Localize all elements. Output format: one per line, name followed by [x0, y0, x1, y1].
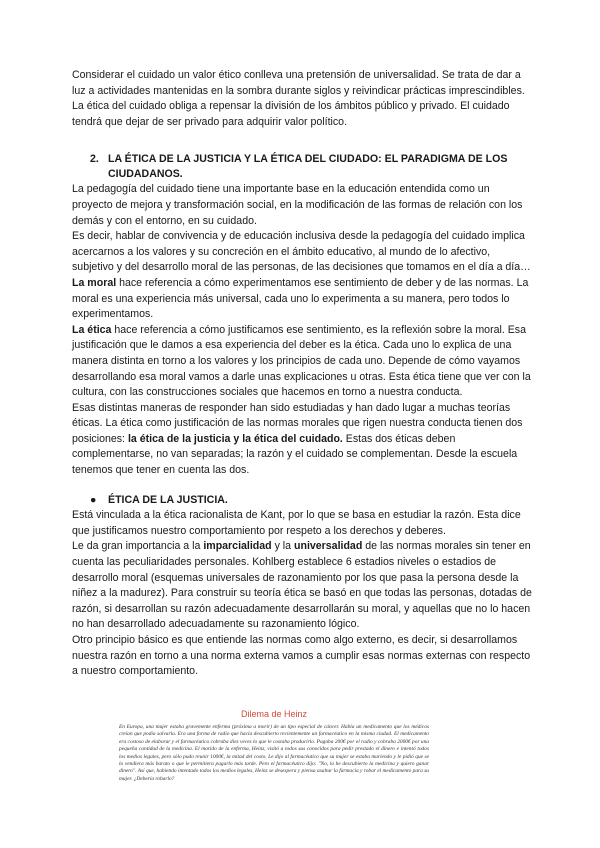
paragraph-moral: La moral hace referencia a cómo experimentamos ese sentimiento de deber y de las normas. La moral es una experiencia más universal, cada uno lo experimenta a su manera, pero todos lo experimentamos.	[72, 276, 529, 321]
bullet-icon: ●	[90, 493, 97, 506]
term-imparcialidad: imparcialidad	[203, 540, 272, 553]
figure-title: Dilema de Heinz	[240, 709, 308, 719]
term-universalidad: universalidad	[294, 540, 363, 553]
justicia-heading: ● ÉTICA DE LA JUSTICIA.	[72, 493, 532, 509]
term-moral: La moral	[72, 276, 117, 289]
intro-paragraph: Considerar el cuidado un valor ético conlleva una pretensión de universalidad. Se trata de dar a luz a actividades mantenidas en la sombra durante siglos y reivindicar prácticas imprescindibles. La ética del cuidado obliga a repensar la división de los ámbitos público y privado. El cuidado tendrá que dejar de ser privado para adquirir valor político.	[72, 69, 525, 128]
paragraph-kohlberg: Le da gran importancia a la imparcialidad y la universalidad de las normas morales sin tener en cuenta las peculiaridades personales. Kohlberg establece 6 estadios niveles o estadios de desarrollo moral (esquemas universales de razonamiento por los que pasa la persona desde la niñez a la madurez). Para construir su teoría ética se basó en que todas las personas, dotadas de razón, si desarrollan su razón adecuadamente desarrollarán su moral, y aquellas que no lo hacen no han desarrollado adecuadamente su razonamiento lógico.	[72, 540, 532, 631]
paragraph-convivencia: Es decir, hablar de convivencia y de educación inclusiva desde la pedagogía del cuidado implica acercarnos a los valores y su concreción en el ámbito educativo, al mundo de lo afectivo, subjetivo y del desarrollo moral de las personas, de las decisiones que tomamos en el día a día…	[72, 230, 531, 274]
paragraph-etica: La ética hace referencia a cómo justificamos ese sentimiento, es la reflexión sobre la moral. Esa justificación que le damos a esa experiencia del deber es la ética. Cada uno lo explica de una manera distinta en torno a los valores y los principios de cada uno. Depende de cómo vayamos desarrollando esa moral vamos a darle unas explicaciones u otras. Esta ética tiene que ver con la cultura, con las construcciones sociales que hacemos en torno a nuestra conducta.	[72, 323, 531, 399]
term-etica: La ética	[72, 323, 112, 336]
paragraph-pedagogia: La pedagogía del cuidado tiene una importante base en la educación entendida como un proyecto de mejora y transformación social, en la modificación de las formas de relación con los demás y con el entorno, en su cuidado.	[72, 183, 523, 227]
paragraph-kant: Está vinculada a la ética racionalista de Kant, por lo que se basa en estudiar la razón. Esta dice que justificamos nuestro comportamiento por respeto a los derechos y deberes.	[72, 509, 521, 537]
section-title: LA ÉTICA DE LA JUSTICIA Y LA ÉTICA DEL CIUDADO: EL PARADIGMA DE LOS CIUDADANOS.	[108, 153, 508, 181]
term-dos-eticas: la ética de la justicia y la ética del cuidado.	[127, 432, 343, 445]
paragraph-normas-externas: Otro principio básico es que entiende las normas como algo externo, es decir, si desarrollamos nuestra razón en torno a una norma externa vamos a cumplir esas normas externas con respecto a nuestro comportamiento.	[72, 634, 531, 678]
document-page	[72, 68, 532, 680]
paragraph-teorias: Esas distintas maneras de responder han sido estudiadas y han dado lugar a muchas teorías éticas. La ética como justificación de las normas morales que rigen nuestra conducta tienen dos posiciones: la ética de la justicia y la ética del cuidado. Estas dos éticas deben complementarse, no van separadas; la razón y el cuidado se complementan. Desde la escuela tenemos que tener en cuenta las dos.	[72, 401, 523, 477]
figure-text: En Europa, una mujer estaba gravemente enferma (próxima a morir) de un tipo especial de cáncer. Había un medicamento que los médicos creían que podía salvarla. Era una forma de radio que hacía descubierto recientemente un farmacéutico en la misma ciudad. El medicamento era costoso de elaborar y el farmacéutico cobraba diez veces lo que le costaba producirlo. Pagaba 200€ por el radio y cobraba 2000€ por una pequeña cantidad de la medicina. El marido de la enferma, Heinz, visitó a todos sus conocidos para pedir prestado el dinero e intentó todos los medios legales, pero sólo pudo reunir 1000€, la mitad del costo. Le dijo al farmacéutico que su mujer se estaba muriendo y le pidió que se lo vendiera más barato o que le permitiera pagarlo más tarde. Pero el farmacéutico dijo: "No, lo he descubierto la medicina y quiero ganar dinero". Así que, habiendo intentado todos los medios legales, Heinz se desespera y piensa asaltar la farmacia y robar el medicamento para su mujer. ¿Debería robarlo?	[119, 724, 429, 782]
section-2-heading	[90, 152, 532, 182]
section-number: 2.	[90, 153, 99, 166]
heinz-dilemma-figure	[115, 704, 433, 830]
